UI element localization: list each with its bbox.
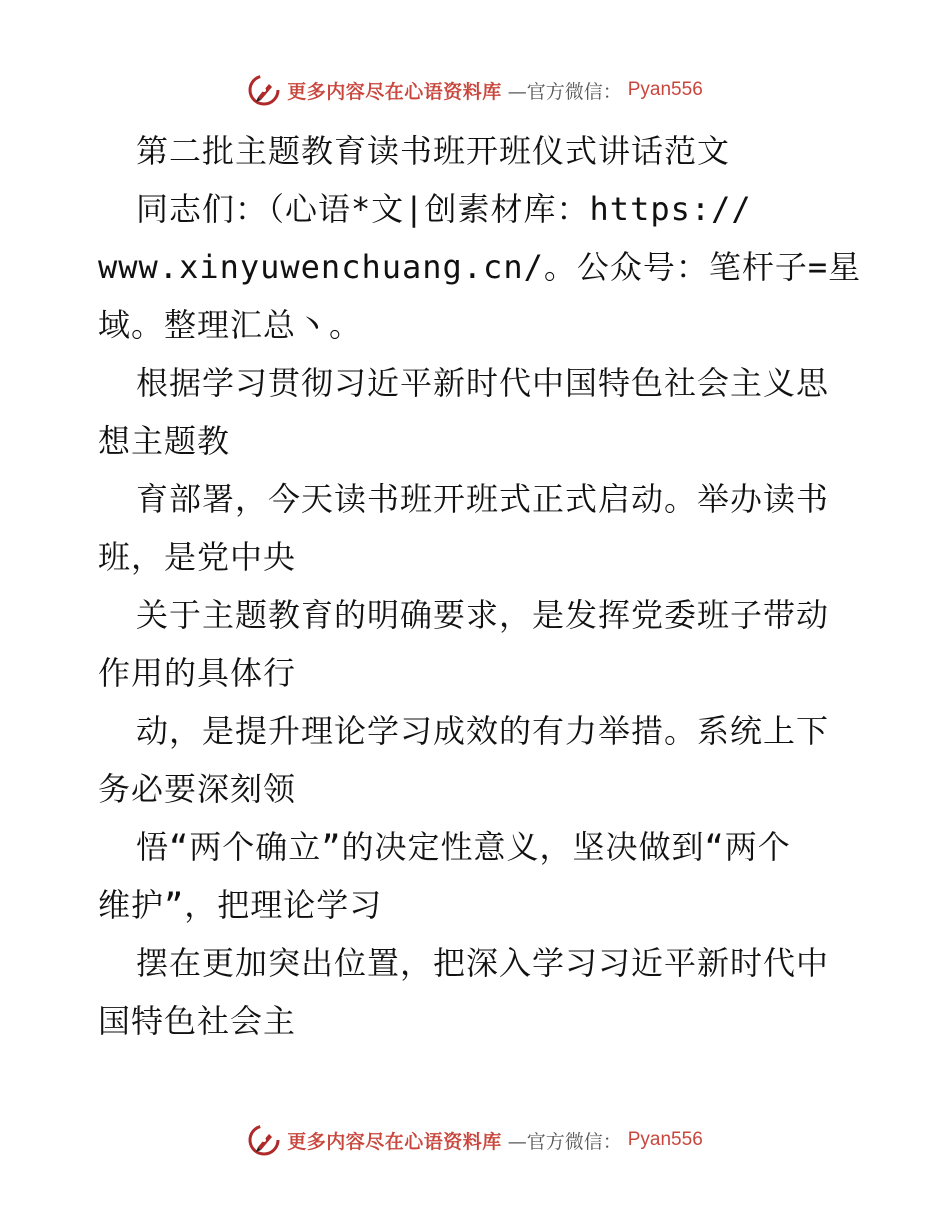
text-line: 务必要深刻领 (98, 770, 297, 808)
text-line: 班，是党中央 (98, 538, 297, 576)
text-line: 育部署，今天读书班开班式正式启动。举办读书 (136, 480, 830, 518)
document-body (98, 122, 862, 1050)
text-line: 根据学习贯彻习近平新时代中国特色社会主义思 (136, 364, 830, 402)
text-line: 想主题教 (98, 422, 231, 460)
banner-main-text: 更多内容尽在心语资料库 (287, 80, 502, 103)
text-line: www.xinyuwenchuang.cn/。公众号：笔杆子=星 (98, 248, 862, 286)
text-line: 摆在更加突出位置，把深入学习习近平新时代中 (136, 944, 830, 982)
text-line: 动，是提升理论学习成效的有力举措。系统上下 (136, 712, 830, 750)
text-line: 作用的具体行 (98, 654, 297, 692)
text-line: 国特色社会主 (98, 1002, 297, 1040)
footer-banner (0, 1120, 950, 1160)
banner-sub-text: —官方微信： (507, 1130, 622, 1153)
header-banner (0, 70, 950, 110)
text-line: 同志们：（心语*文|创素材库：https:// (136, 190, 752, 228)
document-title: 第二批主题教育读书班开班仪式讲话范文 (136, 132, 731, 170)
pen-nib-swirl-logo-icon (247, 1123, 281, 1157)
text-line: 关于主题教育的明确要求，是发挥党委班子带动 (136, 596, 830, 634)
pen-nib-swirl-logo-icon (247, 73, 281, 107)
text-line: 维护”，把理论学习 (98, 886, 383, 924)
text-line: 悟“两个确立”的决定性意义，坚决做到“两个 (136, 828, 791, 866)
banner-sub-text: —官方微信： (507, 80, 622, 103)
banner-wechat-id: Pyan556 (627, 79, 703, 100)
banner-wechat-id: Pyan556 (627, 1129, 703, 1150)
text-line: 域。整理汇总丶。 (98, 306, 363, 344)
banner-main-text: 更多内容尽在心语资料库 (287, 1130, 502, 1153)
